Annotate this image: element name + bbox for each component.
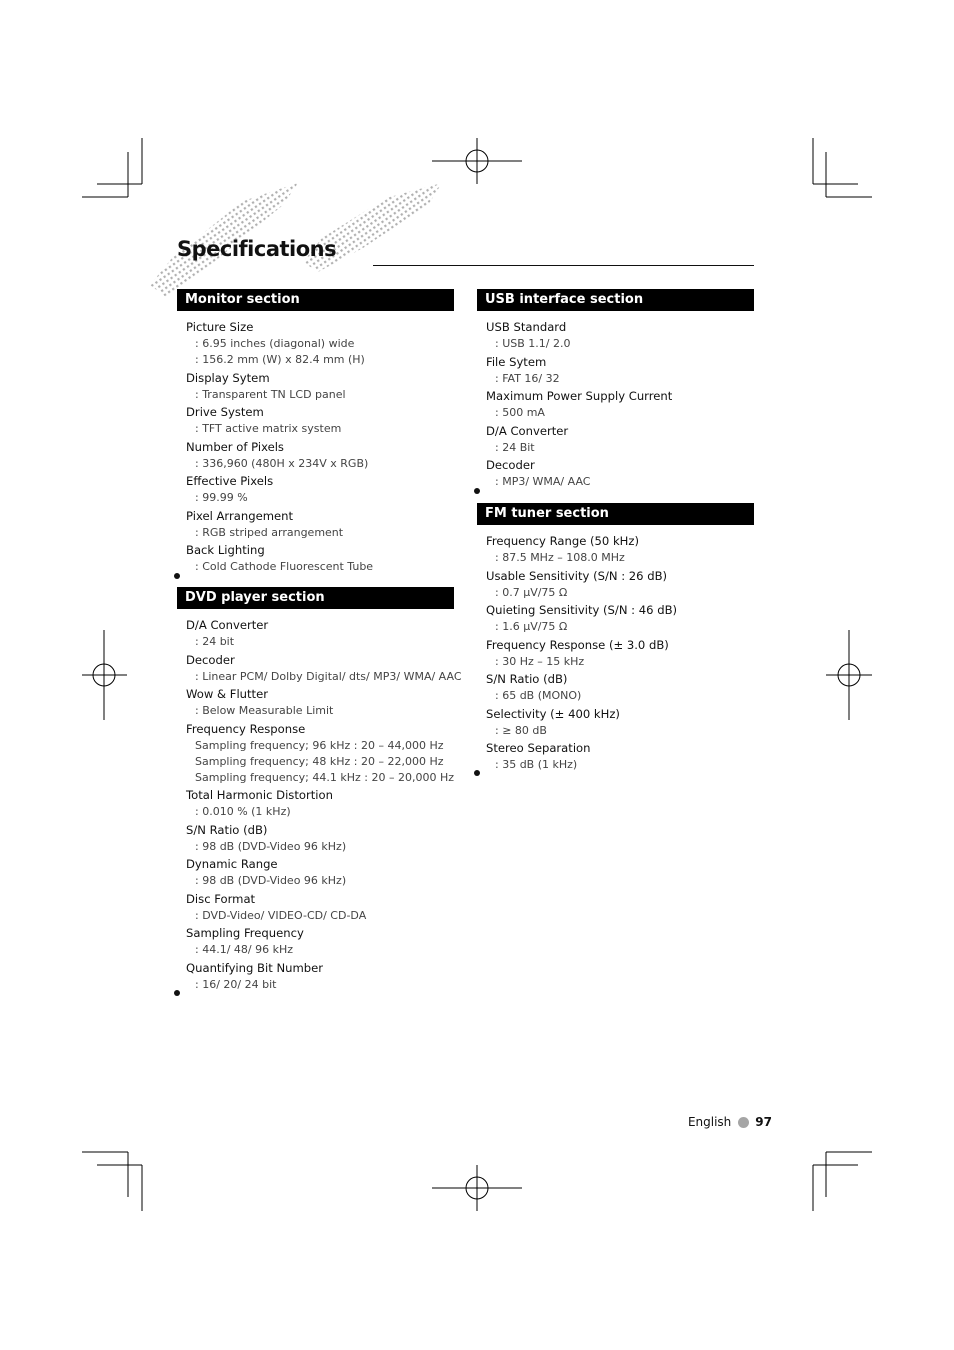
spec-label: D/A Converter [486, 423, 569, 438]
spec-label: Total Harmonic Distortion [186, 788, 333, 802]
dvd-player-section [177, 587, 462, 994]
spec-item [186, 721, 454, 786]
spec-value: : RGB striped arrangement [195, 525, 344, 539]
spec-item [186, 473, 454, 506]
spec-label: Display Sytem [186, 370, 270, 385]
spec-item [486, 533, 754, 566]
fm-tuner-section [477, 503, 754, 775]
spec-list [177, 609, 462, 993]
spec-label: Decoder [186, 652, 235, 667]
spec-item [186, 542, 454, 575]
spec-label: Maximum Power Supply Current [486, 389, 673, 403]
spec-value: : USB 1.1/ 2.0 [495, 337, 571, 350]
spec-list [477, 525, 754, 773]
spec-value: : Cold Cathode Fluorescent Tube [195, 560, 374, 573]
spec-value: : TFT active matrix system [195, 422, 342, 435]
section-end-dot [174, 573, 180, 579]
spec-list [477, 311, 754, 490]
spec-label: Usable Sensitivity (S/N : 26 dB) [486, 568, 668, 583]
spec-item [186, 404, 454, 437]
spec-item [186, 439, 454, 472]
page-title: Specifications [177, 237, 337, 261]
spec-item [486, 706, 754, 739]
spec-label: S/N Ratio (dB) [186, 822, 268, 837]
spec-item [186, 891, 454, 924]
spec-item [486, 637, 754, 670]
title-rule [373, 265, 754, 266]
spec-item [186, 856, 454, 889]
spec-value: Sampling frequency; 48 kHz : 20 – 22,000 Hz [195, 754, 444, 768]
spec-item [486, 568, 754, 601]
section-heading: Monitor section [177, 289, 454, 311]
spec-label: Decoder [486, 458, 535, 472]
spec-item [486, 423, 754, 456]
monitor-section [177, 289, 454, 577]
spec-value: : 336,960 (480H x 234V x RGB) [195, 456, 369, 470]
spec-label: Frequency Range (50 kHz) [486, 534, 640, 548]
spec-value: : 156.2 mm (W) x 82.4 mm (H) [195, 353, 365, 366]
spec-label: Effective Pixels [186, 474, 274, 488]
spec-value: : 0.010 % (1 kHz) [195, 805, 291, 818]
spec-item [186, 319, 454, 368]
spec-value: Sampling frequency; 44.1 kHz : 20 – 20,000 Hz [195, 770, 454, 784]
spec-label: Pixel Arrangement [186, 508, 294, 523]
section-end-dot [174, 990, 180, 996]
spec-label: Sampling Frequency [186, 926, 304, 940]
spec-value: : DVD-Video/ VIDEO-CD/ CD-DA [195, 908, 367, 922]
spec-label: D/A Converter [186, 618, 269, 632]
page-number: 97 [755, 1115, 772, 1129]
spec-label: Picture Size [186, 320, 254, 334]
spec-value: : 16/ 20/ 24 bit [195, 977, 277, 991]
spec-list [177, 311, 454, 575]
spec-value: : 0.7 μV/75 Ω [495, 585, 568, 599]
spec-value: : FAT 16/ 32 [495, 371, 560, 385]
spec-value: : 98 dB (DVD-Video 96 kHz) [195, 874, 347, 887]
section-end-dot [474, 770, 480, 776]
section-heading: USB interface section [477, 289, 754, 311]
section-heading: DVD player section [177, 587, 454, 609]
spec-value: Sampling frequency; 96 kHz : 20 – 44,000 Hz [195, 738, 444, 752]
spec-value: : 44.1/ 48/ 96 kHz [195, 943, 294, 956]
footer-language: English [687, 1115, 732, 1129]
spec-value: : 30 Hz – 15 kHz [495, 654, 585, 668]
spec-value: : Below Measurable Limit [195, 704, 334, 717]
spec-value: : 65 dB (MONO) [495, 689, 582, 702]
spec-label: Selectivity (± 400 kHz) [486, 706, 620, 721]
spec-label: Disc Format [186, 891, 256, 906]
spec-label: S/N Ratio (dB) [486, 672, 568, 686]
spec-label: Quieting Sensitivity (S/N : 46 dB) [486, 603, 678, 617]
spec-label: Frequency Response [186, 721, 306, 736]
spec-item [486, 354, 754, 387]
spec-value: : MP3/ WMA/ AAC [495, 475, 591, 488]
spec-value: : 24 bit [195, 635, 235, 648]
spec-value: : Linear PCM/ Dolby Digital/ dts/ MP3/ WMA/ AAC [195, 669, 462, 683]
spec-item [186, 960, 454, 993]
spec-item [486, 388, 754, 421]
spec-value: : Transparent TN LCD panel [195, 387, 346, 401]
spec-item [486, 740, 754, 773]
spec-item [486, 602, 754, 635]
spec-label: Dynamic Range [186, 857, 278, 871]
spec-value: : 1.6 μV/75 Ω [495, 620, 568, 633]
spec-item [186, 617, 454, 650]
spec-label: Back Lighting [186, 543, 265, 557]
spec-label: Quantifying Bit Number [186, 960, 324, 975]
usb-interface-section [477, 289, 754, 492]
spec-item [486, 319, 754, 352]
spec-item [186, 787, 454, 820]
spec-value: : ≥ 80 dB [495, 723, 547, 737]
spec-item [486, 671, 754, 704]
spec-item [486, 457, 754, 490]
spec-label: Drive System [186, 405, 264, 419]
spec-value: : 35 dB (1 kHz) [495, 758, 578, 771]
section-end-dot [474, 488, 480, 494]
spec-item [186, 652, 462, 685]
spec-item [186, 370, 454, 403]
spec-value: : 98 dB (DVD-Video 96 kHz) [195, 839, 347, 853]
spec-label: File Sytem [486, 354, 547, 369]
spec-item [186, 508, 454, 541]
spec-label: Number of Pixels [186, 439, 284, 454]
page-footer [688, 1115, 772, 1129]
spec-value: : 87.5 MHz – 108.0 MHz [495, 551, 625, 564]
spec-value: : 500 mA [495, 406, 545, 419]
spec-item [186, 925, 454, 958]
section-heading: FM tuner section [477, 503, 754, 525]
spec-label: Frequency Response (± 3.0 dB) [486, 637, 669, 652]
spec-label: Wow & Flutter [186, 687, 268, 701]
spec-value: : 24 Bit [495, 440, 535, 454]
spec-label: USB Standard [486, 320, 567, 334]
spec-value: : 99.99 % [195, 491, 248, 504]
spec-label: Stereo Separation [486, 741, 591, 755]
spec-value: : 6.95 inches (diagonal) wide [195, 337, 355, 350]
spec-item [186, 686, 454, 719]
spec-item [186, 822, 454, 855]
footer-dot-icon [738, 1117, 749, 1128]
